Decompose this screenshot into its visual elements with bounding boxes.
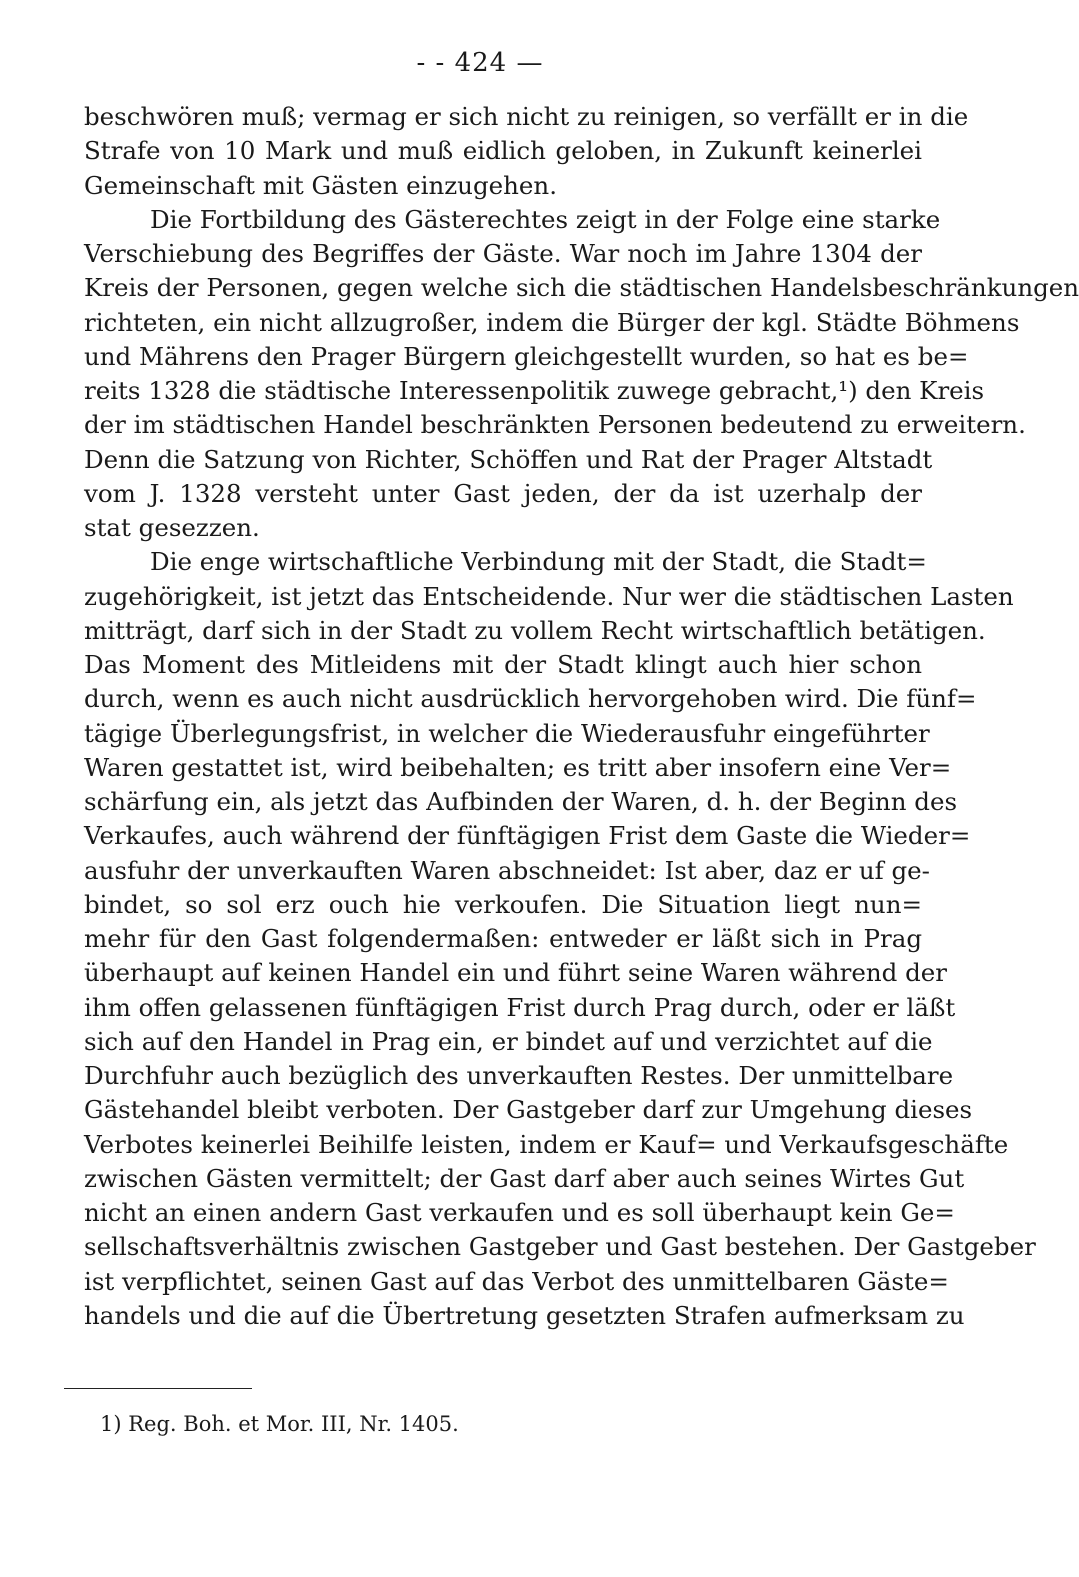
text-line: der im städtischen Handel beschränkten Personen bedeutend zu erweitern. bbox=[84, 410, 1026, 440]
text-line: Strafe von 10 Mark und muß eidlich geloben, in Zukunft keinerlei bbox=[84, 136, 922, 166]
text-line: Kreis der Personen, gegen welche sich die städtischen Handelsbeschränkungen bbox=[84, 273, 1079, 303]
page-number: - - 424 — bbox=[416, 48, 544, 78]
text-line: reits 1328 die städtische Interessenpolitik zuwege gebracht,¹) den Kreis bbox=[84, 376, 985, 405]
text-line: Verschiebung des Begriffes der Gäste. War noch im Jahre 1304 der bbox=[84, 239, 922, 268]
text-line: Waren gestattet ist, wird beibehalten; es tritt aber insofern eine Ver= bbox=[84, 752, 952, 782]
text-line: Die enge wirtschaftliche Verbindung mit der Stadt, die Stadt= bbox=[150, 547, 927, 577]
text-line: Das Moment des Mitleidens mit der Stadt klingt auch hier schon bbox=[84, 650, 922, 679]
text-line: tägige Überlegungsfrist, in welcher die Wiederausfuhr eingeführter bbox=[84, 718, 930, 748]
paragraph bbox=[84, 545, 1036, 1333]
text-line: bindet, so sol erz ouch hie verkoufen. Die Situation liegt nun= bbox=[84, 889, 922, 919]
text-line: Durchfuhr auch bezüglich des unverkauften Restes. Der unmittelbare bbox=[84, 1061, 954, 1090]
text-line: Gästehandel bleibt verboten. Der Gastgeber darf zur Umgehung dieses bbox=[84, 1095, 973, 1125]
text-line: Die Fortbildung des Gästerechtes zeigt in der Folge eine starke bbox=[150, 204, 941, 234]
text-line: nicht an einen andern Gast verkaufen und es soll überhaupt kein Ge= bbox=[84, 1198, 955, 1227]
paragraph bbox=[84, 100, 969, 203]
text-line: Denn die Satzung von Richter, Schöffen und Rat der Prager Altstadt bbox=[84, 444, 933, 474]
text-line: überhaupt auf keinen Handel ein und führt seine Waren während der bbox=[84, 958, 948, 988]
text-line: und Mährens den Prager Bürgern gleichgestellt wurden, so hat es be= bbox=[84, 341, 969, 371]
text-line: handels und die auf die Übertretung gesetzten Strafen aufmerksam zu bbox=[84, 1300, 965, 1330]
footnote: 1) Reg. Boh. et Mor. III, Nr. 1405. bbox=[100, 1412, 459, 1436]
paragraph bbox=[84, 203, 1079, 546]
text-line: Verbotes keinerlei Beihilfe leisten, indem er Kauf= und Verkaufsgeschäfte bbox=[84, 1129, 1009, 1159]
footnote-divider bbox=[64, 1388, 252, 1389]
body-text bbox=[84, 100, 1079, 1333]
text-line: mitträgt, darf sich in der Stadt zu vollem Recht wirtschaftlich betätigen. bbox=[84, 615, 986, 645]
text-line: mehr für den Gast folgendermaßen: entweder er läßt sich in Prag bbox=[84, 924, 922, 953]
text-line: stat gesezzen. bbox=[84, 513, 260, 542]
text-line: durch, wenn es auch nicht ausdrücklich hervorgehoben wird. Die fünf= bbox=[84, 684, 977, 714]
text-line: schärfung ein, als jetzt das Aufbinden der Waren, d. h. der Beginn des bbox=[84, 787, 958, 816]
text-line: ihm offen gelassenen fünftägigen Frist durch Prag durch, oder er läßt bbox=[84, 992, 956, 1022]
text-line: zugehörigkeit, ist jetzt das Entscheidende. Nur wer die städtischen Lasten bbox=[84, 581, 1014, 611]
text-line: sellschaftsverhältnis zwischen Gastgeber und Gast bestehen. Der Gastgeber bbox=[84, 1232, 1036, 1262]
text-line: ist verpflichtet, seinen Gast auf das Verbot des unmittelbaren Gäste= bbox=[84, 1266, 949, 1296]
text-line: Gemeinschaft mit Gästen einzugehen. bbox=[84, 170, 557, 200]
text-line: Verkaufes, auch während der fünftägigen Frist dem Gaste die Wieder= bbox=[84, 821, 971, 851]
text-line: beschwören muß; vermag er sich nicht zu reinigen, so verfällt er in die bbox=[84, 102, 969, 131]
text-line: sich auf den Handel in Prag ein, er bindet auf und verzichtet auf die bbox=[84, 1026, 933, 1056]
text-line: richteten, ein nicht allzugroßer, indem die Bürger der kgl. Städte Böhmens bbox=[84, 307, 1020, 337]
text-line: ausfuhr der unverkauften Waren abschneidet: Ist aber, daz er uf ge- bbox=[84, 855, 930, 885]
text-line: vom J. 1328 versteht unter Gast jeden, der da ist uzerhalp der bbox=[84, 478, 922, 508]
text-line: zwischen Gästen vermittelt; der Gast darf aber auch seines Wirtes Gut bbox=[84, 1163, 965, 1193]
